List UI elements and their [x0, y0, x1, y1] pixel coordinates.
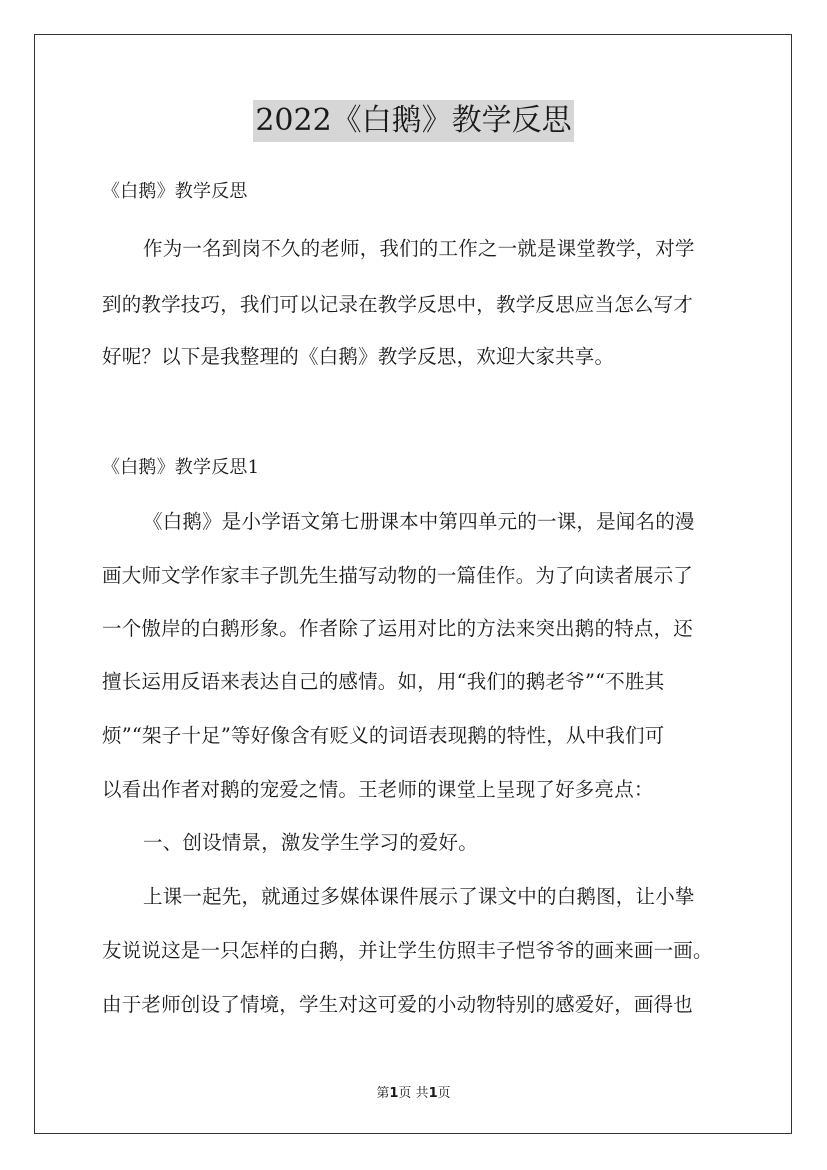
subtitle: 《白鹅》教学反思	[102, 181, 248, 202]
body-line: 烦”“架子十足”等好像含有贬义的词语表现鹅的特性，从中我们可	[102, 724, 665, 747]
body-line: 《白鹅》是小学语文第七册课本中第四单元的一课，是闻名的漫	[143, 510, 695, 533]
page-suffix: 页	[437, 1086, 451, 1101]
body-line: 以看出作者对鹅的宠爱之情。王老师的课堂上呈现了好多亮点：	[102, 778, 654, 801]
body-line: 由于老师创设了情境，学生对这可爱的小动物特别的感爱好，画得也	[102, 993, 694, 1016]
body-line: 上课一起先，就通过多媒体课件展示了课文中的白鹅图，让小挚	[143, 885, 695, 908]
document-title-container	[0, 100, 827, 142]
body-line: 一个傲岸的白鹅形象。作者除了运用对比的方法来突出鹅的特点，还	[102, 617, 694, 640]
body-line: 擅长运用反语来表达自己的感情。如，用“我们的鹅老爷”“不胜其	[102, 670, 665, 693]
page-mid: 页 共	[398, 1086, 429, 1101]
intro-line: 到的教学技巧，我们可以记录在教学反思中，教学反思应当怎么写才	[102, 293, 694, 316]
body-line: 一、创设情景，激发学生学习的爱好。	[143, 831, 478, 854]
page-footer	[0, 1082, 827, 1101]
document-title: 2022《白鹅》教学反思	[253, 100, 573, 142]
page-prefix: 第	[376, 1086, 390, 1101]
body-line: 友说说这是一只怎样的白鹅，并让学生仿照丰子恺爷爷的画来画一画。	[102, 939, 713, 962]
intro-line: 作为一名到岗不久的老师，我们的工作之一就是课堂教学，对学	[143, 237, 695, 260]
page-total: 1	[428, 1086, 438, 1101]
intro-line: 好呢？以下是我整理的《白鹅》教学反思，欢迎大家共享。	[102, 345, 615, 368]
body-line: 画大师文学作家丰子凯先生描写动物的一篇佳作。为了向读者展示了	[102, 564, 694, 587]
section-heading: 《白鹅》教学反思1	[102, 457, 260, 478]
page-current: 1	[389, 1086, 399, 1101]
